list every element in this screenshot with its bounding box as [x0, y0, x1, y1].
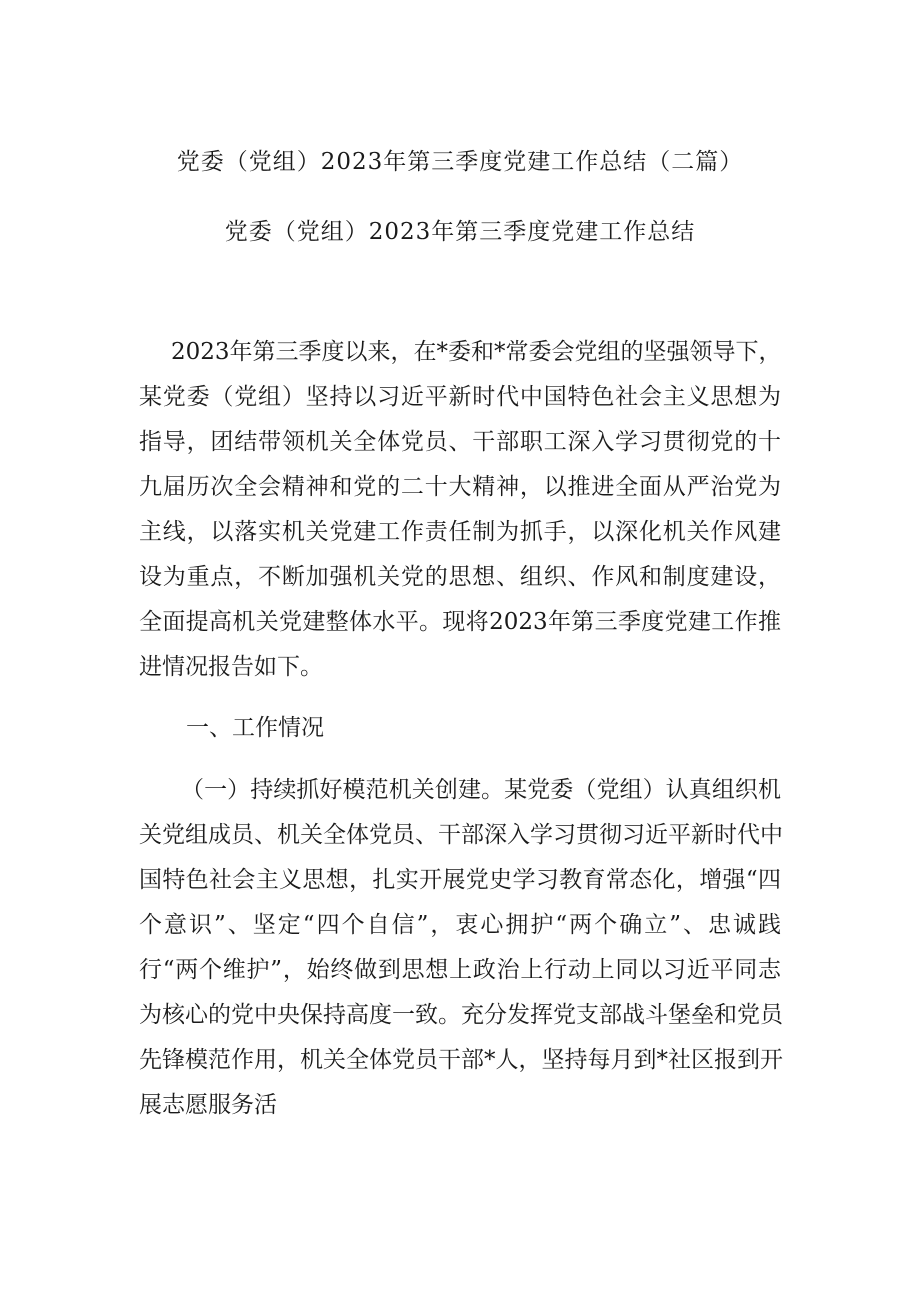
- paragraph1-line: 指导，团结带领机关全体党员、干部职工深入学习贯彻党的十: [139, 429, 781, 455]
- section-heading: 一、工作情况: [186, 715, 324, 741]
- paragraph2-line: 先锋模范作用，机关全体党员干部*人，坚持每月到*社区报到开: [139, 1047, 783, 1073]
- paragraph1-line: 某党委（党组）坚持以习近平新时代中国特色社会主义思想为: [139, 384, 781, 410]
- paragraph2-line: 个意识”、坚定“四个自信”，衷心拥护“两个确立”、忠诚践: [139, 912, 781, 938]
- paragraph1-line: 设为重点，不断加强机关党的思想、组织、作风和制度建设，: [139, 564, 781, 590]
- paragraph2-line: 为核心的党中央保持高度一致。充分发挥党支部战斗堡垒和党员: [139, 1002, 783, 1028]
- paragraph1-line: 主线，以落实机关党建工作责任制为抓手，以深化机关作风建: [139, 519, 781, 545]
- paragraph1-line: 九届历次全会精神和党的二十大精神，以推进全面从严治党为: [139, 474, 781, 500]
- document-title: 党委（党组）2023年第三季度党建工作总结（二篇）: [176, 149, 744, 175]
- paragraph1-line: 2023年第三季度以来，在*委和*常委会党组的坚强领导下，: [171, 339, 782, 365]
- document-subtitle: 党委（党组）2023年第三季度党建工作总结: [224, 219, 696, 245]
- paragraph2-line: 行“两个维护”，始终做到思想上政治上行动上同以习近平同志: [139, 957, 781, 983]
- paragraph2-line: 关党组成员、机关全体党员、干部深入学习贯彻习近平新时代中: [139, 822, 783, 848]
- paragraph1-line: 全面提高机关党建整体水平。现将2023年第三季度党建工作推: [139, 609, 781, 635]
- paragraph2-line: （一）持续抓好模范机关创建。某党委（党组）认真组织机: [181, 777, 781, 803]
- paragraph2-line: 展志愿服务活: [139, 1092, 277, 1118]
- paragraph2-line: 国特色社会主义思想，扎实开展党史学习教育常态化，增强“四: [139, 867, 781, 893]
- paragraph1-line: 进情况报告如下。: [139, 654, 323, 680]
